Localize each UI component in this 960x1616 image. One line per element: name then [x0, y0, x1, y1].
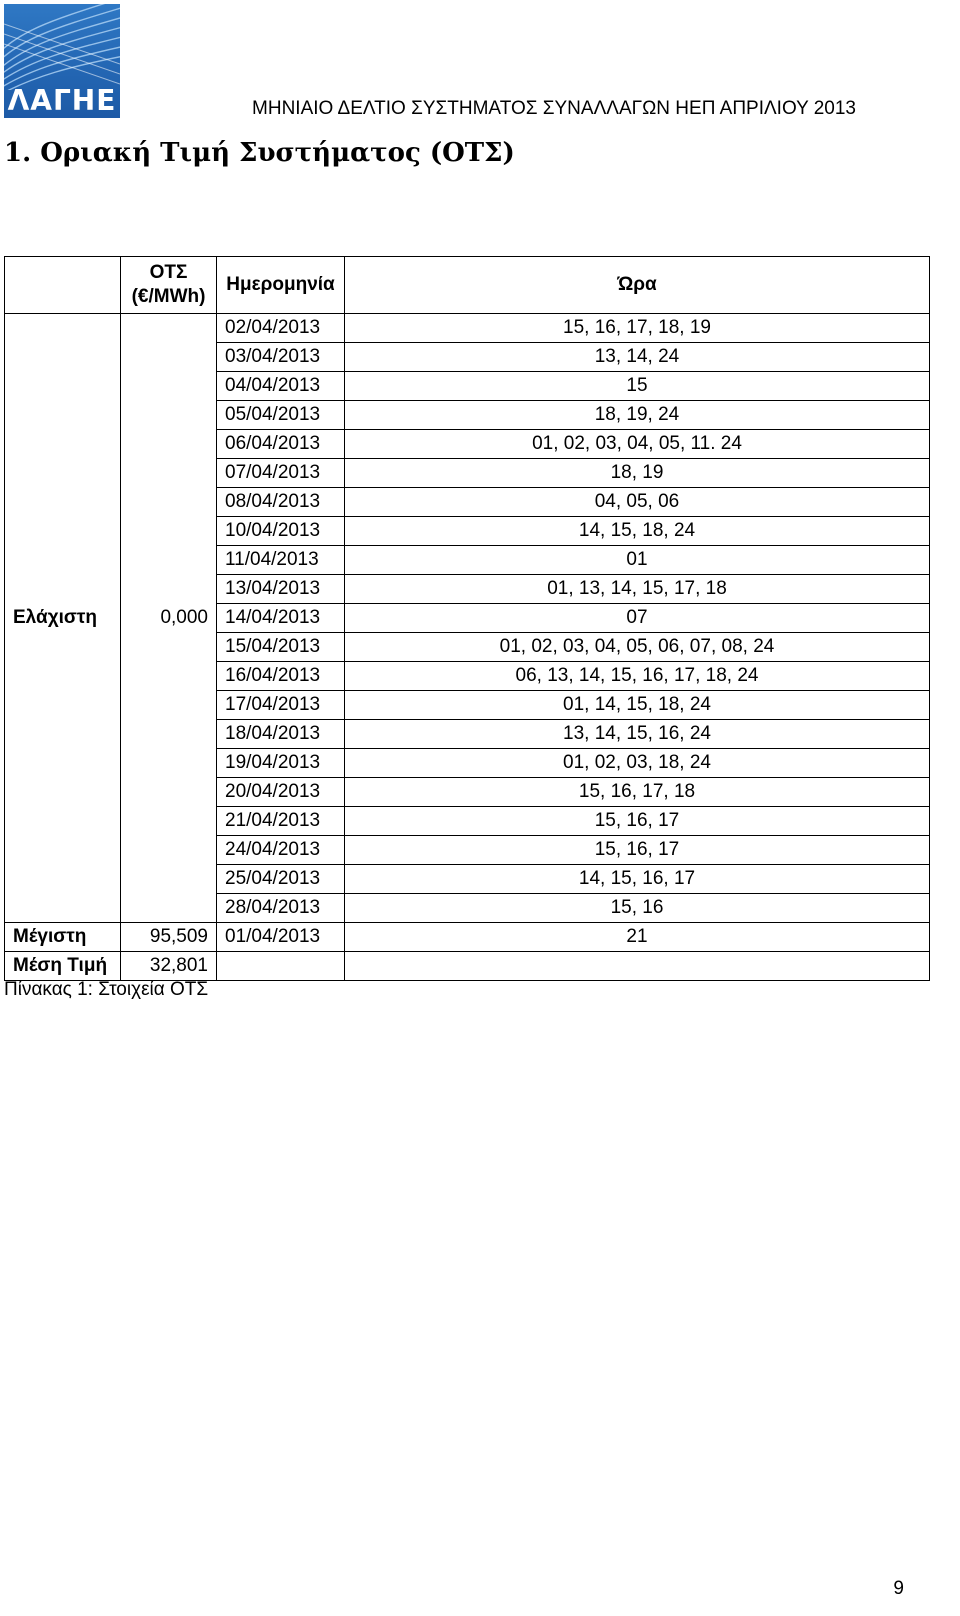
row-hours: 18, 19, 24	[345, 401, 930, 430]
row-hours: 15, 16, 17, 18, 19	[345, 314, 930, 343]
table-caption: Πίνακας 1: Στοιχεία ΟΤΣ	[4, 979, 209, 1000]
row-date: 14/04/2013	[217, 604, 345, 633]
row-hours: 06, 13, 14, 15, 16, 17, 18, 24	[345, 662, 930, 691]
table-row	[5, 314, 930, 343]
table-row-average	[5, 952, 930, 981]
row-date: 05/04/2013	[217, 401, 345, 430]
row-date: 15/04/2013	[217, 633, 345, 662]
ots-table	[4, 256, 930, 981]
row-hours: 15, 16, 17, 18	[345, 778, 930, 807]
row-hours: 15, 16	[345, 894, 930, 923]
row-date: 25/04/2013	[217, 865, 345, 894]
row-date: 19/04/2013	[217, 749, 345, 778]
row-date: 06/04/2013	[217, 430, 345, 459]
row-hours: 04, 05, 06	[345, 488, 930, 517]
average-hours	[345, 952, 930, 981]
page-number: 9	[893, 1578, 904, 1599]
row-date: 08/04/2013	[217, 488, 345, 517]
row-date: 03/04/2013	[217, 343, 345, 372]
row-date: 28/04/2013	[217, 894, 345, 923]
row-date: 04/04/2013	[217, 372, 345, 401]
average-label: Μέση Τιμή	[5, 952, 121, 981]
row-hours: 01, 02, 03, 04, 05, 06, 07, 08, 24	[345, 633, 930, 662]
row-date: 24/04/2013	[217, 836, 345, 865]
header-hours: Ώρα	[345, 257, 930, 314]
header-label	[5, 257, 121, 314]
table-header-row	[5, 257, 930, 314]
row-date: 20/04/2013	[217, 778, 345, 807]
row-hours: 07	[345, 604, 930, 633]
maximum-date: 01/04/2013	[217, 923, 345, 952]
section-heading: 1. Οριακή Τιμή Συστήματος (ΟΤΣ)	[4, 138, 515, 168]
table-body	[5, 314, 930, 981]
row-hours: 15, 16, 17	[345, 836, 930, 865]
row-hours: 01, 02, 03, 04, 05, 11. 24	[345, 430, 930, 459]
row-date: 16/04/2013	[217, 662, 345, 691]
row-date: 02/04/2013	[217, 314, 345, 343]
header-date: Ημερομηνία	[217, 257, 345, 314]
maximum-value: 95,509	[121, 923, 217, 952]
bulletin-title: ΜΗΝΙΑΙΟ ΔΕΛΤΙΟ ΣΥΣΤΗΜΑΤΟΣ ΣΥΝΑΛΛΑΓΩΝ ΗΕΠ ΑΠΡΙΛΙΟΥ 2013	[252, 98, 856, 119]
row-hours: 01, 02, 03, 18, 24	[345, 749, 930, 778]
row-date: 17/04/2013	[217, 691, 345, 720]
row-date: 13/04/2013	[217, 575, 345, 604]
row-date: 11/04/2013	[217, 546, 345, 575]
row-hours: 13, 14, 24	[345, 343, 930, 372]
row-date: 21/04/2013	[217, 807, 345, 836]
row-date: 07/04/2013	[217, 459, 345, 488]
row-hours: 13, 14, 15, 16, 24	[345, 720, 930, 749]
header-ots: ΟΤΣ (€/MWh)	[121, 257, 217, 314]
row-hours: 14, 15, 16, 17	[345, 865, 930, 894]
logo-text: ΛΑΓΗΕ	[7, 84, 117, 117]
maximum-hours: 21	[345, 923, 930, 952]
average-date	[217, 952, 345, 981]
maximum-label: Μέγιστη	[5, 923, 121, 952]
row-date: 10/04/2013	[217, 517, 345, 546]
row-hours: 01	[345, 546, 930, 575]
lagie-logo	[4, 4, 120, 118]
logo-wave-graphic	[4, 4, 120, 90]
minimum-label: Ελάχιστη	[5, 314, 121, 923]
row-hours: 15, 16, 17	[345, 807, 930, 836]
row-hours: 14, 15, 18, 24	[345, 517, 930, 546]
row-hours: 01, 14, 15, 18, 24	[345, 691, 930, 720]
row-date: 18/04/2013	[217, 720, 345, 749]
row-hours: 18, 19	[345, 459, 930, 488]
minimum-value: 0,000	[121, 314, 217, 923]
row-hours: 01, 13, 14, 15, 17, 18	[345, 575, 930, 604]
row-hours: 15	[345, 372, 930, 401]
average-value: 32,801	[121, 952, 217, 981]
table-row-maximum	[5, 923, 930, 952]
